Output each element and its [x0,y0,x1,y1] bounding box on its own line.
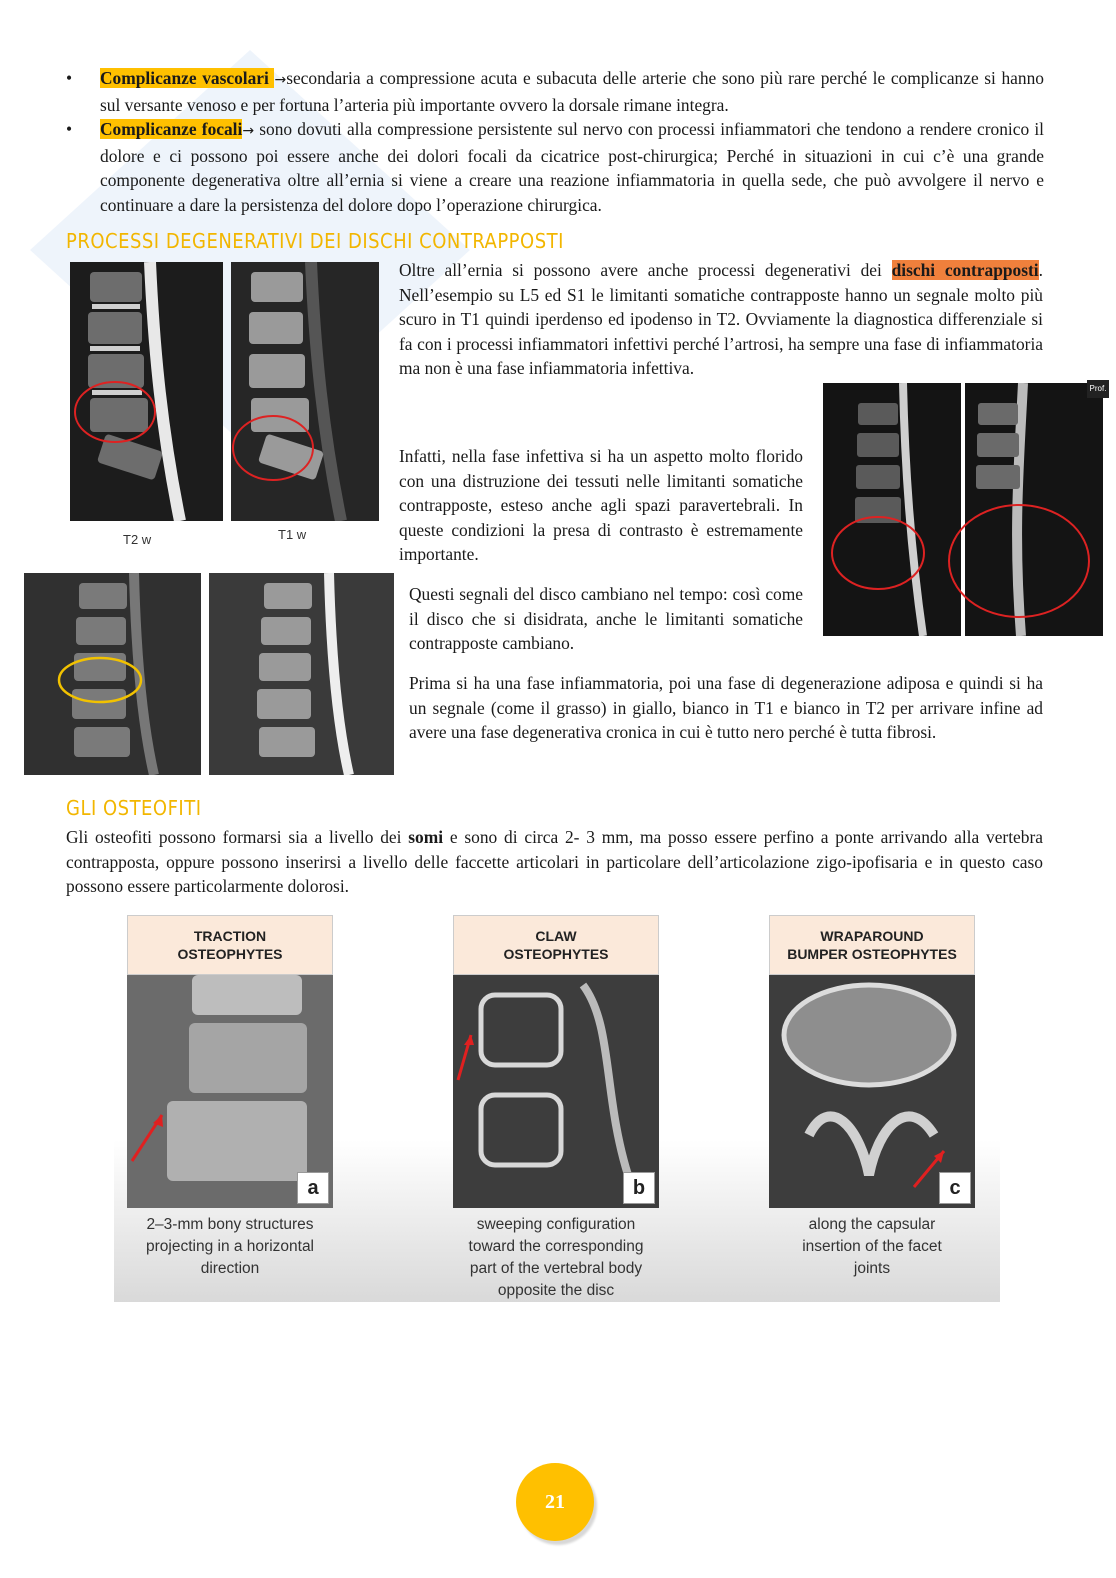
caption-line: projecting in a horizontal [145,1238,315,1255]
paragraph-osteophytes [66,825,1043,899]
prof-tag: Prof. [1087,380,1109,398]
arrow-icon: → [274,72,287,88]
bold-term: somi [408,827,444,847]
caption-line: 2–3-mm bony structures [146,1216,314,1233]
paragraph-text: e sono di circa 2- 3 mm, ma posso essere perfino a ponte arrivando alla vertebra contrapposta, oppure possono inserirsi a livello delle faccette articolari in particolare dell’articolazione zigo-ipofisaria e in questo caso possono essere particolarmente dolorosi. [66,827,1043,897]
caption-line: sweeping configuration [476,1216,636,1233]
ct-image-traction [127,975,333,1208]
osteophyte-card-wraparound [769,915,975,1280]
panel-letter: b [623,1172,655,1204]
mri-t1-image [231,262,379,521]
paragraph-degenerative-2: Infatti, nella fase infettiva si ha un aspetto molto florido con una distruzione dei tessuti nelle limitanti somatiche contrapposte, esteso anche agli spazi paravertebrali. In queste condizioni la presa di contrasto è estremamente importante. [399,446,803,565]
title-line: WRAPAROUND [820,928,924,944]
mri-t2-image [70,262,223,521]
caption-line: opposite the disc [497,1282,615,1299]
label-t2: T2 w [123,532,152,547]
mri-fatty-image-left [24,573,201,775]
ct-image-wraparound [769,975,975,1208]
osteophyte-caption [769,1214,975,1280]
osteophyte-title [769,915,975,975]
page-number: 21 [516,1463,594,1541]
term-highlight: Complicanze focali [100,119,243,140]
caption-line: insertion of the facet [802,1238,942,1255]
osteophyte-card-traction [127,915,333,1280]
title-line: OSTEOPHYTES [177,946,283,962]
mri-fatty-image-right [209,573,394,775]
title-line: TRACTION [193,928,267,944]
title-line: OSTEOPHYTES [503,946,609,962]
osteophyte-caption [453,1214,659,1302]
list-item [66,66,1044,117]
panel-letter: c [939,1172,971,1204]
list-item [66,117,1044,217]
osteophyte-title [127,915,333,975]
arrow-icon: → [242,123,255,140]
paragraph-degenerative-4: Prima si ha una fase infiammatoria, poi una fase di degenerazione adiposa e quindi si ha un segnale (come il grasso) in giallo, bianco in T1 e bianco in T2 per arrivare infine ad avere una fase degenerativa cronica in cui è tutto nero perché è tutta fibrosi. [409,673,1043,743]
bullet-icon: • [66,68,73,88]
osteophyte-title [453,915,659,975]
paragraph-degenerative-1 [399,258,1043,381]
panel-letter: a [297,1172,329,1204]
mri-infection-image [823,383,1103,636]
paragraph-text: Oltre all’ernia si possono avere anche processi degenerativi dei [399,260,892,280]
osteophyte-caption [127,1214,333,1280]
list-item-text: secondaria a compressione acuta e subacuta delle arterie che sono più rare perché le complicanze si hanno sul versante venoso e per fortuna l’arteria più importante ovvero la dorsale rimane integra. [100,68,1044,115]
paragraph-text: Gli osteofiti possono formarsi sia a livello dei [66,827,409,847]
label-t1: T1 w [278,527,307,542]
caption-line: joints [853,1260,891,1277]
title-line: CLAW [535,928,577,944]
bullet-icon: • [66,119,73,140]
term-highlight: Complicanze vascolari [100,68,275,88]
caption-line: direction [200,1260,260,1277]
section-heading-degenerative: PROCESSI DEGENERATIVI DEI DISCHI CONTRAPPOSTI [66,229,564,253]
section-heading-osteophytes: GLI OSTEOFITI [66,796,202,820]
caption-line: along the capsular [808,1216,936,1233]
ct-image-claw [453,975,659,1208]
osteophyte-card-claw [453,915,659,1302]
paragraph-text: . Nell’esempio su L5 ed S1 le limitanti somatiche contrapposte hanno un segnale molto più scuro in T1 quindi iperdenso ed ipodenso in T2. Ovviamente la diagnostica differenziale si fa con i processi infiammatori infettivi perché l’artrosi, ha sempre una fase di infiammatoria ma non è una fase infiammatoria infettiva. [399,260,1043,379]
term-highlight: dischi contrapposti [891,260,1039,280]
caption-line: part of the vertebral body [469,1260,643,1277]
complications-list [66,66,1044,218]
caption-line: toward the corresponding [468,1238,644,1255]
paragraph-degenerative-3: Questi segnali del disco cambiano nel tempo: così come il disco che si disidrata, anche le limitanti somatiche contrapposte cambiano. [409,584,803,654]
list-item-text: sono dovuti alla compressione persistente sul nervo con processi infiammatori che tendono a rendere cronico il dolore e ci possono poi essere anche dei dolori focali da cicatrice post-chirurgica; Perché in situazioni in cui c’è una grande componente degenerativa oltre all’ernia si viene a creare una reazione infiammatoria in quella sede, che può avvolgere il nervo e continuare a dare la persistenza del dolore dopo l’operazione chirurgica. [100,119,1044,215]
title-line: BUMPER OSTEOPHYTES [787,946,957,962]
